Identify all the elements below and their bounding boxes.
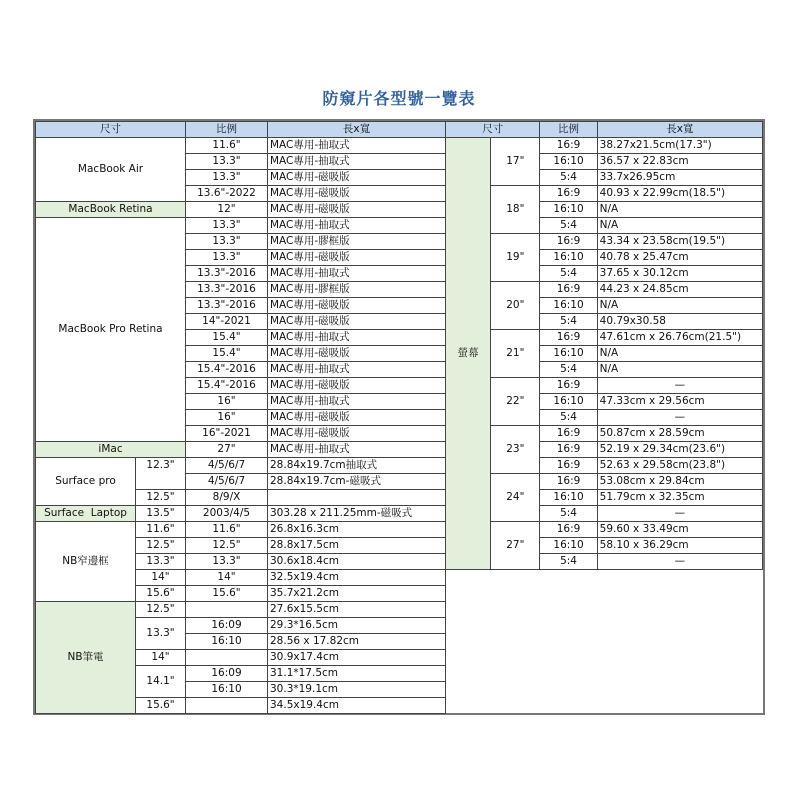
dimension-cell: N/A xyxy=(597,218,762,234)
size-cell: 12.5" xyxy=(136,538,186,554)
dimension-cell: 33.7x26.95cm xyxy=(597,170,762,186)
table-row xyxy=(36,522,446,538)
dimension-cell: 36.57 x 22.83cm xyxy=(597,154,762,170)
col-header-dimensions: 長x寬 xyxy=(597,122,762,138)
dimension-cell: 32.5x19.4cm xyxy=(268,570,446,586)
laptop-table-header xyxy=(36,122,446,138)
dimension-cell: 28.56 x 17.82cm xyxy=(268,634,446,650)
dimension-cell: 44.23 x 24.85cm xyxy=(597,282,762,298)
dimension-cell: 28.8x17.5cm xyxy=(268,538,446,554)
dimension-cell: 47.61cm x 26.76cm(21.5") xyxy=(597,330,762,346)
dimension-cell: 31.1*17.5cm xyxy=(268,666,446,682)
size-cell: 20" xyxy=(491,282,540,330)
dimension-cell: MAC專用-膠框版 xyxy=(268,234,446,250)
table-row xyxy=(36,218,446,234)
dimension-cell: 35.7x21.2cm xyxy=(268,586,446,602)
size-cell: 12.5" xyxy=(136,490,186,506)
size-cell: 18" xyxy=(491,186,540,234)
ratio-cell: 16"-2021 xyxy=(186,426,268,442)
table-row xyxy=(446,138,763,154)
size-cell: 12.3" xyxy=(136,458,186,490)
dimension-cell: MAC專用-磁吸版 xyxy=(268,186,446,202)
size-cell: 23" xyxy=(491,426,540,474)
table-row xyxy=(446,330,763,346)
ratio-cell: 13.3"-2016 xyxy=(186,266,268,282)
monitor-table xyxy=(445,121,763,570)
dimension-cell: MAC專用-磁吸版 xyxy=(268,250,446,266)
table-row xyxy=(446,522,763,538)
ratio-cell: 16:10 xyxy=(540,538,597,554)
dimension-cell: — xyxy=(597,554,762,570)
size-cell: 14" xyxy=(136,570,186,586)
dimension-cell: 52.19 x 29.34cm(23.6") xyxy=(597,442,762,458)
group-label: iMac xyxy=(36,442,186,458)
ratio-cell xyxy=(186,698,268,714)
ratio-cell: 16:9 xyxy=(540,282,597,298)
ratio-cell: 13.3" xyxy=(186,250,268,266)
size-cell: 19" xyxy=(491,234,540,282)
dimension-cell: 28.84x19.7cm抽取式 xyxy=(268,458,446,474)
table-row xyxy=(446,234,763,250)
ratio-cell: 27" xyxy=(186,442,268,458)
dimension-cell: 30.6x18.4cm xyxy=(268,554,446,570)
ratio-cell: 5:4 xyxy=(540,506,597,522)
group-label: MacBook Retina xyxy=(36,202,186,218)
dimension-cell: 52.63 x 29.58cm(23.8") xyxy=(597,458,762,474)
dimension-cell: MAC專用-抽取式 xyxy=(268,442,446,458)
dimension-cell: 47.33cm x 29.56cm xyxy=(597,394,762,410)
ratio-cell: 13.3" xyxy=(186,154,268,170)
dimension-cell: 303.28 x 211.25mm-磁吸式 xyxy=(268,506,446,522)
size-cell: 21" xyxy=(491,330,540,378)
dimension-cell: 30.9x17.4cm xyxy=(268,650,446,666)
ratio-cell: 16:10 xyxy=(540,202,597,218)
ratio-cell: 13.3" xyxy=(186,218,268,234)
dimension-cell: MAC專用-磁吸版 xyxy=(268,378,446,394)
ratio-cell: 5:4 xyxy=(540,410,597,426)
ratio-cell: 16:9 xyxy=(540,458,597,474)
ratio-cell: 4/5/6/7 xyxy=(186,458,268,474)
ratio-cell: 16:9 xyxy=(540,474,597,490)
ratio-cell: 14" xyxy=(186,570,268,586)
ratio-cell: 15.4"-2016 xyxy=(186,378,268,394)
col-header-ratio: 比例 xyxy=(186,122,268,138)
dimension-cell: MAC專用-磁吸版 xyxy=(268,346,446,362)
dimension-cell: N/A xyxy=(597,346,762,362)
ratio-cell: 16:09 xyxy=(186,618,268,634)
dimension-cell: 53.08cm x 29.84cm xyxy=(597,474,762,490)
dimension-cell: MAC專用-磁吸版 xyxy=(268,410,446,426)
size-cell: 27" xyxy=(491,522,540,570)
ratio-cell: 13.3" xyxy=(186,554,268,570)
dimension-cell: 37.65 x 30.12cm xyxy=(597,266,762,282)
size-cell: 11.6" xyxy=(136,522,186,538)
dimension-cell: — xyxy=(597,506,762,522)
dimension-cell: 29.3*16.5cm xyxy=(268,618,446,634)
table-row xyxy=(36,506,446,522)
dimension-cell: 40.79x30.58 xyxy=(597,314,762,330)
size-cell: 22" xyxy=(491,378,540,426)
dimension-cell: MAC專用-磁吸版 xyxy=(268,170,446,186)
ratio-cell xyxy=(186,650,268,666)
table-row xyxy=(446,474,763,490)
ratio-cell: 16:9 xyxy=(540,426,597,442)
ratio-cell: 16" xyxy=(186,410,268,426)
ratio-cell: 5:4 xyxy=(540,554,597,570)
dimension-cell: 50.87cm x 28.59cm xyxy=(597,426,762,442)
ratio-cell: 16:10 xyxy=(540,490,597,506)
col-header-size: 尺寸 xyxy=(446,122,540,138)
size-cell: 13.3" xyxy=(136,554,186,570)
table-row xyxy=(446,186,763,202)
dimension-cell: MAC專用-磁吸版 xyxy=(268,426,446,442)
group-label: Surface Laptop xyxy=(36,506,136,522)
ratio-cell: 16:9 xyxy=(540,442,597,458)
ratio-cell: 16:9 xyxy=(540,138,597,154)
ratio-cell: 13.3"-2016 xyxy=(186,282,268,298)
ratio-cell: 16:9 xyxy=(540,330,597,346)
table-row xyxy=(446,282,763,298)
dimension-cell: N/A xyxy=(597,202,762,218)
ratio-cell: 16:9 xyxy=(540,522,597,538)
ratio-cell: 16:9 xyxy=(540,186,597,202)
dimension-cell: MAC專用-抽取式 xyxy=(268,154,446,170)
dimension-cell: — xyxy=(597,378,762,394)
group-label: MacBook Pro Retina xyxy=(36,218,186,442)
ratio-cell: 16:10 xyxy=(540,394,597,410)
ratio-cell: 5:4 xyxy=(540,314,597,330)
ratio-cell: 4/5/6/7 xyxy=(186,474,268,490)
ratio-cell: 15.4" xyxy=(186,346,268,362)
ratio-cell: 11.6" xyxy=(186,138,268,154)
size-cell: 13.3" xyxy=(136,618,186,650)
size-cell: 24" xyxy=(491,474,540,522)
dimension-cell xyxy=(268,490,446,506)
ratio-cell: 16:9 xyxy=(540,234,597,250)
ratio-cell: 13.3" xyxy=(186,234,268,250)
ratio-cell: 16:10 xyxy=(540,250,597,266)
size-cell: 15.6" xyxy=(136,586,186,602)
size-cell: 13.5" xyxy=(136,506,186,522)
dimension-cell: MAC專用-抽取式 xyxy=(268,138,446,154)
model-table-sheet xyxy=(33,119,765,715)
laptop-table xyxy=(35,121,446,714)
table-row xyxy=(36,138,446,154)
size-cell: 14" xyxy=(136,650,186,666)
dimension-cell: 40.93 x 22.99cm(18.5") xyxy=(597,186,762,202)
ratio-cell: 16:10 xyxy=(186,682,268,698)
dimension-cell: 43.34 x 23.58cm(19.5") xyxy=(597,234,762,250)
group-label: 螢幕 xyxy=(446,138,491,570)
ratio-cell: 16" xyxy=(186,394,268,410)
ratio-cell: 16:10 xyxy=(186,634,268,650)
dimension-cell: MAC專用-磁吸版 xyxy=(268,298,446,314)
dimension-cell: MAC專用-抽取式 xyxy=(268,362,446,378)
table-row xyxy=(36,458,446,474)
table-row xyxy=(36,442,446,458)
ratio-cell: 16:10 xyxy=(540,346,597,362)
size-cell: 12.5" xyxy=(136,602,186,618)
ratio-cell: 15.4"-2016 xyxy=(186,362,268,378)
dimension-cell: 30.3*19.1cm xyxy=(268,682,446,698)
dimension-cell: — xyxy=(597,410,762,426)
ratio-cell: 5:4 xyxy=(540,362,597,378)
ratio-cell: 8/9/X xyxy=(186,490,268,506)
dimension-cell: MAC專用-抽取式 xyxy=(268,394,446,410)
table-row xyxy=(36,602,446,618)
dimension-cell: MAC專用-抽取式 xyxy=(268,218,446,234)
col-header-ratio: 比例 xyxy=(540,122,597,138)
ratio-cell: 2003/4/5 xyxy=(186,506,268,522)
ratio-cell: 5:4 xyxy=(540,266,597,282)
ratio-cell: 16:9 xyxy=(540,378,597,394)
dimension-cell: MAC專用-抽取式 xyxy=(268,266,446,282)
group-label: NB窄邊框 xyxy=(36,522,136,602)
ratio-cell xyxy=(186,602,268,618)
dimension-cell: MAC專用-抽取式 xyxy=(268,330,446,346)
table-row xyxy=(36,202,446,218)
dimension-cell: 51.79cm x 32.35cm xyxy=(597,490,762,506)
dimension-cell: 59.60 x 33.49cm xyxy=(597,522,762,538)
group-label: MacBook Air xyxy=(36,138,186,202)
ratio-cell: 11.6" xyxy=(186,522,268,538)
page-title: 防窺片各型號一覽表 xyxy=(322,89,476,108)
table-row xyxy=(446,426,763,442)
size-cell: 15.6" xyxy=(136,698,186,714)
ratio-cell: 12.5" xyxy=(186,538,268,554)
col-header-size: 尺寸 xyxy=(36,122,186,138)
size-cell: 14.1" xyxy=(136,666,186,698)
dimension-cell: 40.78 x 25.47cm xyxy=(597,250,762,266)
ratio-cell: 13.3"-2016 xyxy=(186,298,268,314)
ratio-cell: 15.4" xyxy=(186,330,268,346)
dimension-cell: N/A xyxy=(597,298,762,314)
col-header-dimensions: 長x寬 xyxy=(268,122,446,138)
ratio-cell: 13.3" xyxy=(186,170,268,186)
ratio-cell: 16:09 xyxy=(186,666,268,682)
ratio-cell: 12" xyxy=(186,202,268,218)
group-label: NB筆電 xyxy=(36,602,136,714)
dimension-cell: 27.6x15.5cm xyxy=(268,602,446,618)
dimension-cell: 28.84x19.7cm-磁吸式 xyxy=(268,474,446,490)
ratio-cell: 15.6" xyxy=(186,586,268,602)
dimension-cell: 34.5x19.4cm xyxy=(268,698,446,714)
group-label: Surface pro xyxy=(36,458,136,506)
size-cell: 17" xyxy=(491,138,540,186)
ratio-cell: 13.6"-2022 xyxy=(186,186,268,202)
ratio-cell: 16:10 xyxy=(540,154,597,170)
ratio-cell: 5:4 xyxy=(540,170,597,186)
monitor-table-header xyxy=(446,122,763,138)
ratio-cell: 14"-2021 xyxy=(186,314,268,330)
ratio-cell: 5:4 xyxy=(540,218,597,234)
ratio-cell: 16:10 xyxy=(540,298,597,314)
dimension-cell: MAC專用-磁吸版 xyxy=(268,202,446,218)
dimension-cell: MAC專用-膠框版 xyxy=(268,282,446,298)
dimension-cell: 58.10 x 36.29cm xyxy=(597,538,762,554)
dimension-cell: 38.27x21.5cm(17.3") xyxy=(597,138,762,154)
dimension-cell: MAC專用-磁吸版 xyxy=(268,314,446,330)
dimension-cell: 26.8x16.3cm xyxy=(268,522,446,538)
table-row xyxy=(446,378,763,394)
dimension-cell: N/A xyxy=(597,362,762,378)
